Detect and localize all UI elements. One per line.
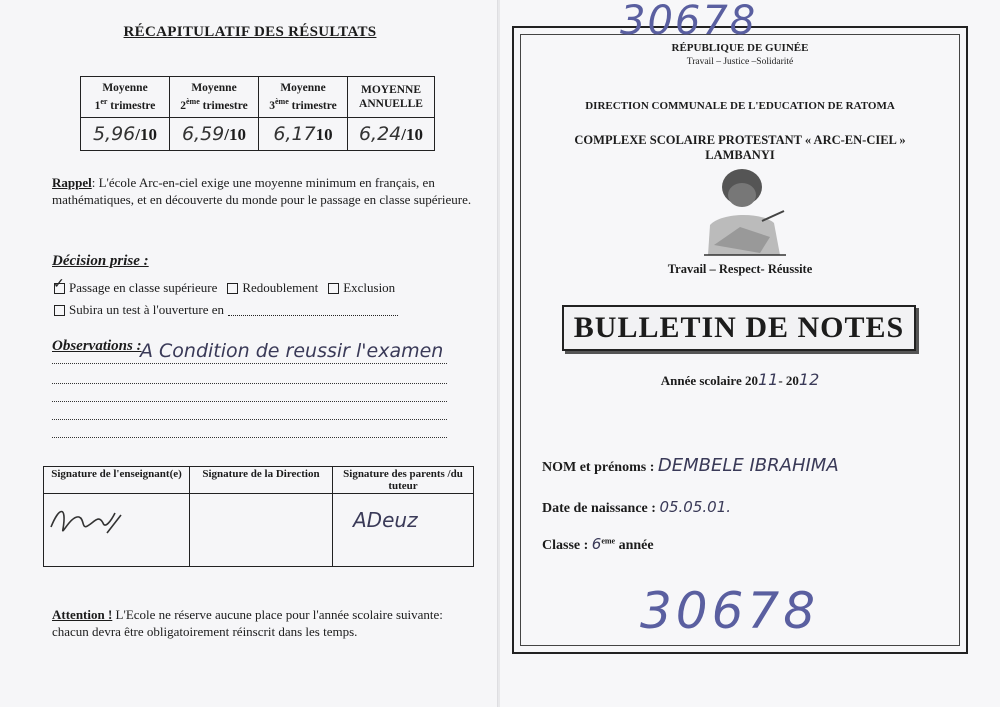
school-year: Année scolaire 2011- 2012 xyxy=(660,370,820,389)
national-motto: Travail – Justice –Solidarité xyxy=(686,57,794,67)
sig-header-direction: Signature de la Direction xyxy=(190,467,333,494)
parent-signature: ADeuz xyxy=(333,494,474,567)
results-summary-title: RÉCAPITULATIF DES RÉSULTATS xyxy=(123,24,377,40)
teacher-signature-scribble xyxy=(45,495,135,545)
observation-line xyxy=(52,436,447,438)
student-name-field: NOM et prénoms : DEMBELE IBRAHIMA xyxy=(542,455,839,476)
class-field: Classe : 6eme année xyxy=(542,535,654,553)
checkbox-test[interactable] xyxy=(54,305,65,316)
checkbox-repeat[interactable] xyxy=(227,283,238,294)
school-name: COMPLEXE SCOLAIRE PROTESTANT « ARC-EN-CIEL » LAMBANYI xyxy=(574,133,906,162)
registration-number-top: 30678 xyxy=(620,0,758,44)
student-name-value: DEMBELE IBRAHIMA xyxy=(657,455,839,476)
sig-header-parents: Signature des parents /du tuteur xyxy=(333,467,474,494)
reminder-text: Rappel: L'école Arc-en-ciel exige une moyenne minimum en français, en mathématiques, et en découverte du monde pour le passage en classe supérieure. xyxy=(52,175,472,207)
attention-notice: Attention ! L'Ecole ne réserve aucune place pour l'année scolaire suivante: chacun devra être obligatoirement réinscrit dans les temps. xyxy=(52,607,443,639)
grade-annual: 6,24/10 xyxy=(348,118,435,151)
signature-table xyxy=(43,466,474,567)
grade-trimester-1: 5,96/10 xyxy=(81,118,170,151)
class-value: 6 xyxy=(591,535,602,553)
grade-trimester-3: 6,1710 xyxy=(259,118,348,151)
direction-signature xyxy=(190,494,333,567)
republic-name: RÉPUBLIQUE DE GUINÉE xyxy=(671,42,809,54)
option-promotion-label: Passage en classe supérieure xyxy=(69,280,218,295)
observation-line xyxy=(52,418,447,420)
document-title: BULLETIN DE NOTES xyxy=(562,305,916,351)
right-page xyxy=(500,0,1000,707)
test-blank-line xyxy=(228,304,398,316)
education-direction: DIRECTION COMMUNALE DE L'EDUCATION DE RATOMA xyxy=(585,100,895,112)
grade-summary-table xyxy=(80,76,435,151)
grade-trimester-2: 6,59/10 xyxy=(170,118,259,151)
school-values: Travail – Respect- Réussite xyxy=(667,262,813,276)
option-test-label: Subira un test à l'ouverture en xyxy=(69,302,225,317)
checkbox-promotion[interactable] xyxy=(54,283,65,294)
teacher-signature xyxy=(44,494,190,567)
header-trimester-3: Moyenne 3ème trimestre xyxy=(259,77,348,118)
checkbox-exclusion[interactable] xyxy=(328,283,339,294)
observation-line xyxy=(52,382,447,384)
decision-options xyxy=(52,277,403,321)
decision-title: Décision prise : xyxy=(52,253,149,269)
registration-number-bottom: 30678 xyxy=(640,582,820,640)
observation-line xyxy=(52,400,447,402)
school-logo-icon xyxy=(700,165,790,260)
header-trimester-2: Moyenne 2ème trimestre xyxy=(170,77,259,118)
observation-line xyxy=(52,362,447,364)
birth-date-field: Date de naissance : 05.05.01. xyxy=(542,498,732,516)
birth-date-value: 05.05.01. xyxy=(659,498,732,516)
observations-title: Observations : xyxy=(52,338,142,354)
sig-header-teacher: Signature de l'enseignant(e) xyxy=(44,467,190,494)
option-exclusion-label: Exclusion xyxy=(343,280,396,295)
option-repeat-label: Redoublement xyxy=(242,280,319,295)
header-annual: MOYENNE ANNUELLE xyxy=(348,77,435,118)
observations-handwritten: A Condition de reussir l'examen xyxy=(140,340,444,362)
header-trimester-1: Moyenne 1er trimestre xyxy=(81,77,170,118)
